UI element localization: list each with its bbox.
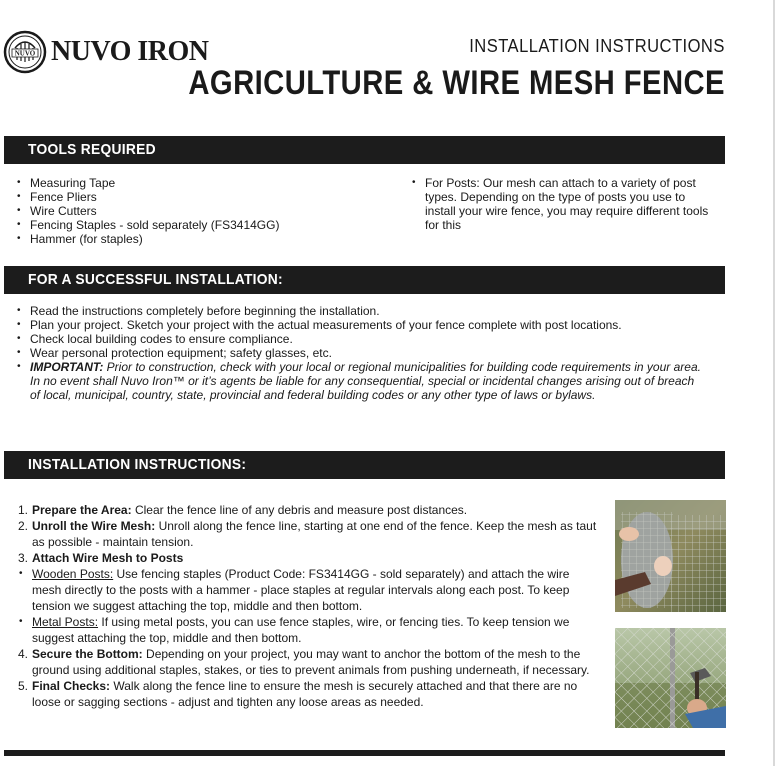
step-label: Final Checks: [32,679,111,693]
step-5 [18,678,598,710]
tools-list [16,176,376,246]
section-install-header [4,451,725,479]
section-tools-header [4,136,725,164]
success-list [16,304,706,402]
step-number: 5. [18,679,29,693]
step-3 [18,550,598,566]
step-label: Secure the Bottom: [32,647,143,661]
step-4 [18,646,598,678]
step-text: If using metal posts, you can use fence staples, wire, or fencing ties. To keep tension we suggest attaching the top, middle and then bottom. [32,615,570,645]
step-number: 4. [18,647,29,661]
list-item: • Measuring Tape [16,176,376,190]
wooden-posts-label: Wooden Posts: [32,567,114,581]
step-text: Unroll along the fence line, starting at one end of the fence. Keep the mesh as taut as possible - maintain tension. [32,519,597,549]
important-label: IMPORTANT: [30,360,104,374]
step-2 [18,518,598,550]
step-1 [18,502,598,518]
section-tools-title: TOOLS REQUIRED [28,141,156,158]
list-item: • Hammer (for staples) [16,232,376,246]
step-text: Use fencing staples (Product Code: FS3414GG - sold separately) and attach the wire mesh directly to the posts with a hammer - place staples at regular intervals along each post. To keep tension we suggest attaching the top, middle and then bottom. [32,567,570,613]
svg-text:NUVO: NUVO [14,49,36,58]
nuvo-seal-icon [3,30,47,74]
tools-posts-note [411,176,711,232]
step-label: Unroll the Wire Mesh: [32,519,156,533]
step-number: 1. [18,503,29,517]
list-item: • For Posts: Our mesh can attach to a variety of post types. Depending on the type of posts you use to install your wire fence, you may require different tools for this [411,176,711,232]
step-label: Prepare the Area: [32,503,132,517]
step-number: 3. [18,551,29,565]
step-wooden-posts: • Wooden Posts: Use fencing staples (Product Code: FS3414GG - sold separately) and attach the wire mesh directly to the posts with a hammer - place staples at regular intervals along each post. To keep tension we suggest attaching the top, middle and then bottom. [19,567,570,613]
bottom-rule [4,750,725,756]
section-success-title: FOR A SUCCESSFUL INSTALLATION: [28,271,283,288]
list-item: • Read the instructions completely before beginning the installation. [16,304,706,318]
step-text: Clear the fence line of any debris and measure post distances. [131,503,468,517]
step-text: Depending on your project, you may want to anchor the bottom of the mesh to the ground using additional staples, stakes, or ties to prevent animals from pushing underneath, if necessary. [32,647,590,677]
step-label: Attach Wire Mesh to Posts [32,551,184,565]
photo-unrolling-mesh [615,500,726,612]
list-item: • Fencing Staples - sold separately (FS3414GG) [16,218,376,232]
important-notice [16,360,706,402]
step-text: Walk along the fence line to ensure the mesh is securely attached and that there are no loose or sagging sections - adjust and tighten any loose areas as needed. [32,679,578,709]
step-metal-posts: • Metal Posts: If using metal posts, you can use fence staples, wire, or fencing ties. To keep tension we suggest attaching the top, middle and then bottom. [19,615,570,645]
section-install-title: INSTALLATION INSTRUCTIONS: [28,456,247,473]
brand-logo [3,30,209,76]
list-item: • Wire Cutters [16,204,376,218]
install-steps [18,502,598,710]
photo-hammering-staples [615,628,726,728]
list-item: • Plan your project. Sketch your project with the actual measurements of your fence complete with post locations. [16,318,706,332]
doc-kicker: INSTALLATION INSTRUCTIONS [469,36,725,56]
brand-name: NUVO IRON [51,36,209,67]
list-item: • Fence Pliers [16,190,376,204]
list-item: • Wear personal protection equipment; safety glasses, etc. [16,346,706,360]
important-text: Prior to construction, check with your local or regional municipalities for building code requirements in your area. In no event shall Nuvo Iron™ or it’s agents be liable for any consequential, special or incidental changes arising out of breach of local, municipal, country, state, provincial and federal building codes or any other type of laws or bylaws. [30,360,701,402]
metal-posts-label: Metal Posts: [32,615,99,629]
step-number: 2. [18,519,29,533]
section-success-header [4,266,725,294]
list-item: • Check local building codes to ensure compliance. [16,332,706,346]
doc-title: AGRICULTURE & WIRE MESH FENCE [188,64,725,102]
